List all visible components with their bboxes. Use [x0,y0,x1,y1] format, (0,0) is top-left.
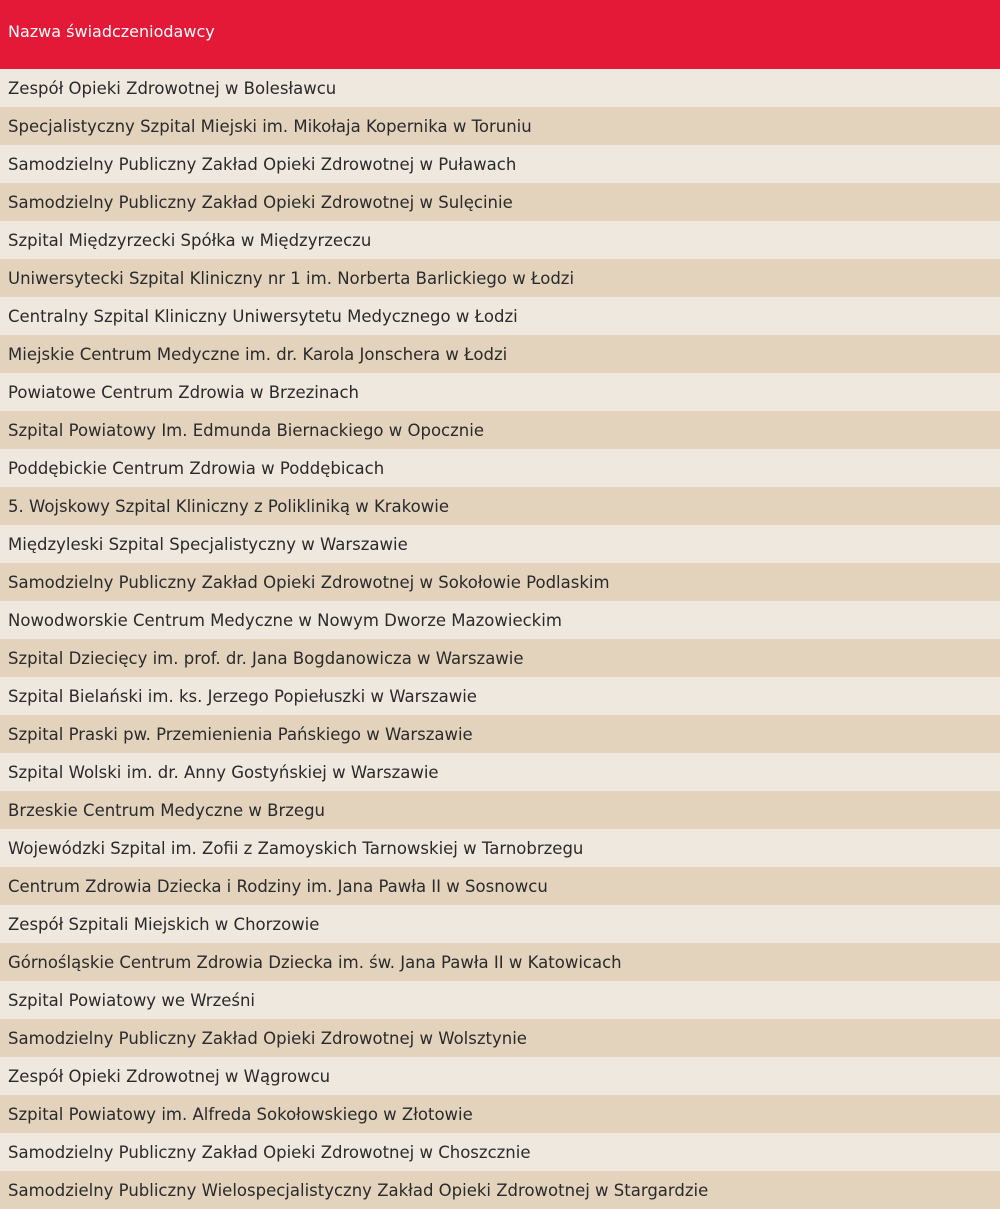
table-row: Szpital Praski pw. Przemienienia Pańskiego w Warszawie [0,715,1000,753]
table-row: Centralny Szpital Kliniczny Uniwersytetu Medycznego w Łodzi [0,297,1000,335]
table-row: Wojewódzki Szpital im. Zofii z Zamoyskich Tarnowskiej w Tarnobrzegu [0,829,1000,867]
table-row: Nowodworskie Centrum Medyczne w Nowym Dworze Mazowieckim [0,601,1000,639]
table-row: Samodzielny Publiczny Zakład Opieki Zdrowotnej w Sulęcinie [0,183,1000,221]
table-row: Zespół Opieki Zdrowotnej w Wągrowcu [0,1057,1000,1095]
table-row: Szpital Wolski im. dr. Anny Gostyńskiej w Warszawie [0,753,1000,791]
table-row: Szpital Bielański im. ks. Jerzego Popiełuszki w Warszawie [0,677,1000,715]
table-row: Górnośląskie Centrum Zdrowia Dziecka im. św. Jana Pawła II w Katowicach [0,943,1000,981]
provider-list [0,69,1000,1209]
table-row: Międzyleski Szpital Specjalistyczny w Warszawie [0,525,1000,563]
table-row: Samodzielny Publiczny Zakład Opieki Zdrowotnej w Wolsztynie [0,1019,1000,1057]
table-row: Miejskie Centrum Medyczne im. dr. Karola Jonschera w Łodzi [0,335,1000,373]
table-row: Centrum Zdrowia Dziecka i Rodziny im. Jana Pawła II w Sosnowcu [0,867,1000,905]
table-row: Uniwersytecki Szpital Kliniczny nr 1 im. Norberta Barlickiego w Łodzi [0,259,1000,297]
table-row: Powiatowe Centrum Zdrowia w Brzezinach [0,373,1000,411]
table-row: Samodzielny Publiczny Zakład Opieki Zdrowotnej w Choszcznie [0,1133,1000,1171]
table-row: Szpital Powiatowy im. Alfreda Sokołowskiego w Złotowie [0,1095,1000,1133]
table-row: Brzeskie Centrum Medyczne w Brzegu [0,791,1000,829]
column-header-provider-name: Nazwa świadczeniodawcy [0,0,1000,69]
table-row: Szpital Powiatowy we Wrześni [0,981,1000,1019]
table-row: Szpital Powiatowy Im. Edmunda Biernackiego w Opocznie [0,411,1000,449]
table-row: Szpital Dziecięcy im. prof. dr. Jana Bogdanowicza w Warszawie [0,639,1000,677]
table-row: Szpital Międzyrzecki Spółka w Międzyrzeczu [0,221,1000,259]
table-row: 5. Wojskowy Szpital Kliniczny z Polikliniką w Krakowie [0,487,1000,525]
table-row: Zespół Opieki Zdrowotnej w Bolesławcu [0,69,1000,107]
table-row: Poddębickie Centrum Zdrowia w Poddębicach [0,449,1000,487]
table-row: Zespół Szpitali Miejskich w Chorzowie [0,905,1000,943]
table-row: Samodzielny Publiczny Zakład Opieki Zdrowotnej w Sokołowie Podlaskim [0,563,1000,601]
table-row: Specjalistyczny Szpital Miejski im. Mikołaja Kopernika w Toruniu [0,107,1000,145]
table-row: Samodzielny Publiczny Wielospecjalistyczny Zakład Opieki Zdrowotnej w Stargardzie [0,1171,1000,1209]
table-row: Samodzielny Publiczny Zakład Opieki Zdrowotnej w Puławach [0,145,1000,183]
